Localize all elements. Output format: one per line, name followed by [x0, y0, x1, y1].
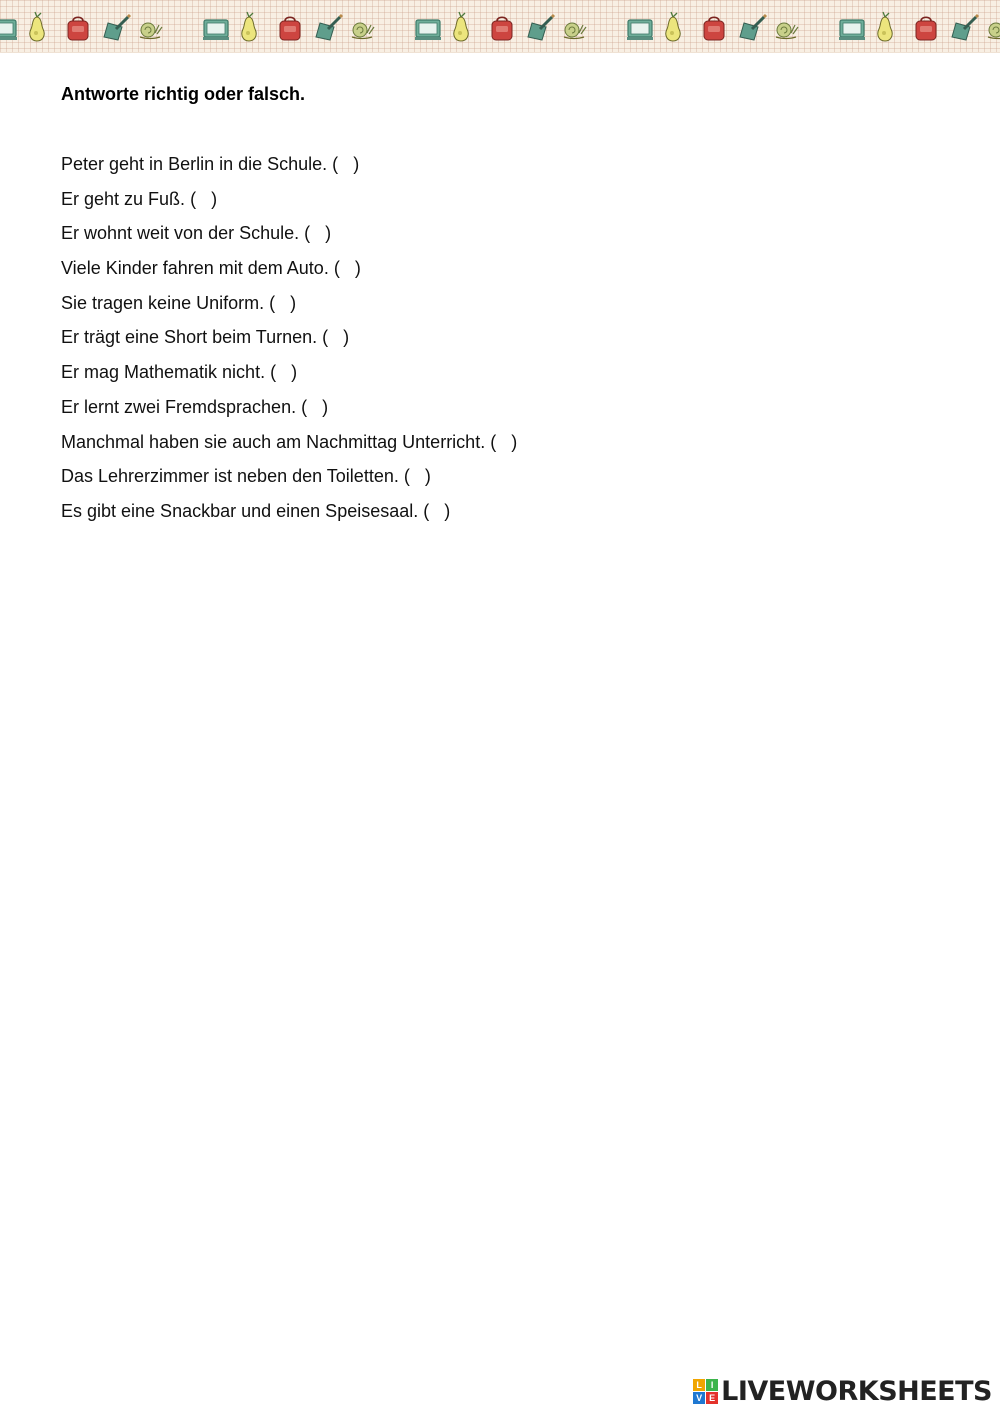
question-item: Peter geht in Berlin in die Schule. ( ) — [61, 154, 360, 174]
book-pen-icon — [316, 15, 342, 40]
school-bag-icon — [916, 17, 936, 40]
logo-text: LIVEWORKSHEETS — [721, 1376, 992, 1407]
answer-slot[interactable] — [328, 325, 343, 349]
book-pen-icon — [740, 15, 766, 40]
logo-mark-letter: E — [706, 1392, 718, 1404]
logo-mark-icon — [693, 1379, 718, 1404]
question-item: Er wohnt weit von der Schule. ( ) — [61, 223, 332, 244]
logo-mark-letter: V — [693, 1392, 705, 1404]
computer-icon — [839, 20, 865, 40]
snail-icon — [776, 23, 798, 39]
computer-icon — [203, 20, 229, 40]
answer-slot[interactable] — [196, 187, 211, 211]
question-item: Manchmal haben sie auch am Nachmittag Unterricht. ( ) — [61, 431, 518, 452]
computer-icon — [627, 20, 653, 40]
answer-slot[interactable] — [276, 360, 291, 384]
book-pen-icon — [952, 15, 978, 40]
question-item: Er mag Mathematik nicht. ( ) — [61, 362, 298, 383]
logo-mark-letter: L — [693, 1379, 705, 1391]
school-bag-icon — [68, 17, 88, 40]
question-item: Sie tragen keine Uniform. ( ) — [61, 292, 297, 313]
school-bag-icon — [280, 17, 300, 40]
answer-slot[interactable] — [275, 291, 290, 315]
pear-icon — [242, 12, 256, 41]
pear-icon — [30, 12, 44, 41]
question-item: Er trägt eine Short beim Turnen. ( ) — [61, 327, 350, 348]
liveworksheets-logo — [693, 1376, 992, 1407]
book-pen-icon — [528, 15, 554, 40]
question-item: Er geht zu Fuß. ( ) — [61, 188, 218, 209]
pear-icon — [878, 12, 892, 41]
book-pen-icon — [104, 15, 130, 40]
pear-icon — [666, 12, 680, 41]
snail-icon — [140, 23, 162, 39]
decorative-border — [0, 0, 1000, 53]
question-item: Das Lehrerzimmer ist neben den Toiletten. ( ) — [61, 466, 431, 487]
answer-slot[interactable] — [307, 395, 322, 419]
school-bag-icon — [704, 17, 724, 40]
snail-icon — [988, 23, 1000, 39]
border-icons — [0, 0, 1000, 52]
logo-mark-letter: I — [706, 1379, 718, 1391]
answer-slot[interactable] — [338, 152, 353, 176]
snail-icon — [352, 23, 374, 39]
computer-icon — [415, 20, 441, 40]
answer-slot[interactable] — [496, 430, 511, 454]
answer-slot[interactable] — [340, 256, 355, 280]
question-list — [61, 152, 517, 534]
question-item: Viele Kinder fahren mit dem Auto. ( ) — [61, 258, 361, 279]
question-item: Es gibt eine Snackbar und einen Speisesaal. ( ) — [61, 500, 451, 521]
question-item: Er lernt zwei Fremdsprachen. ( ) — [61, 396, 329, 417]
snail-icon — [564, 23, 586, 39]
school-bag-icon — [492, 17, 512, 40]
answer-slot[interactable] — [429, 499, 444, 523]
answer-slot[interactable] — [310, 221, 325, 245]
answer-slot[interactable] — [410, 464, 425, 488]
computer-icon — [0, 20, 17, 40]
pear-icon — [454, 12, 468, 41]
instruction-heading: Antworte richtig oder falsch. — [61, 84, 306, 104]
